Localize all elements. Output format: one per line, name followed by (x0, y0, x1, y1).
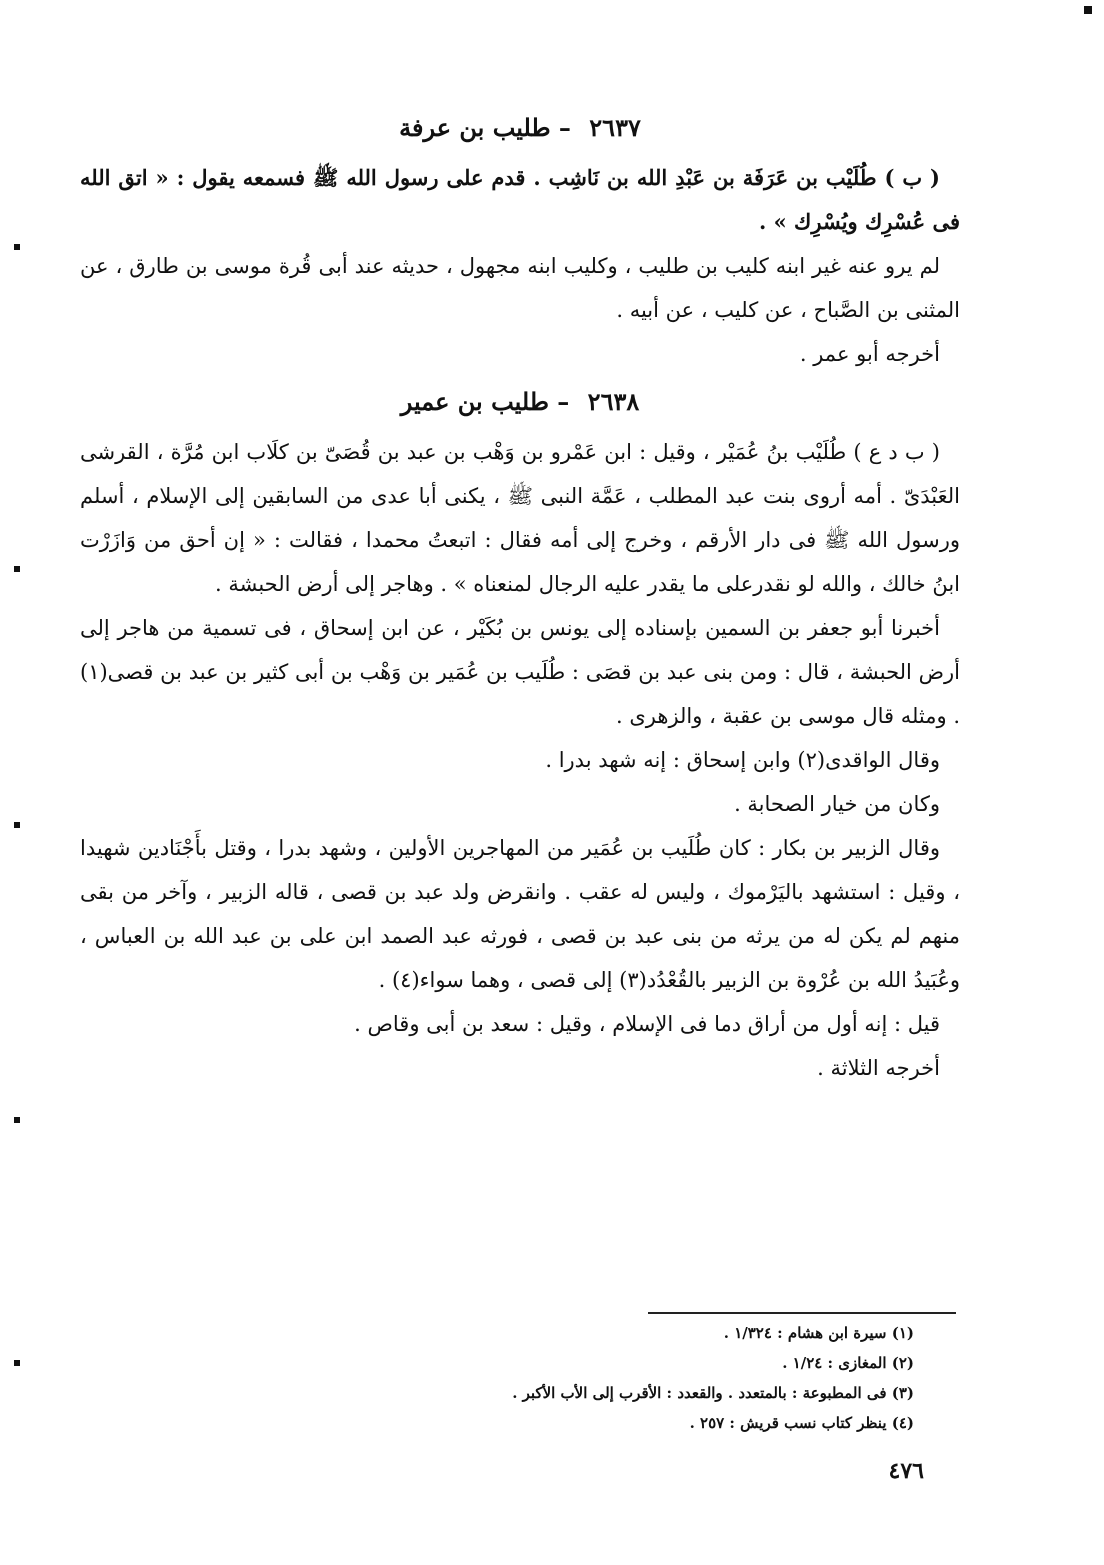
entry-paragraph: أخبرنا أبو جعفر بن السمين بإسناده إلى يونس بن بُكَيْر ، عن ابن إسحاق ، فى تسمية من هاجر إلى أرض الحبشة ، قال : ومن بنى عبد بن قصَى : طُلَيب بن عُمَير بن وَهْب بن أبى كثير بن عبد بن قصى(١) . ومثله قال موسى بن عقبة ، والزهرى . (80, 616, 960, 728)
scan-margin-mark (14, 244, 20, 250)
footnote: (٣) فى المطبوعة : بالمتعدد . والقعدد : الأقرب إلى الأب الأكبر . (512, 1384, 914, 1402)
footnote: (٢) المغازى : ١/٢٤ . (782, 1354, 914, 1372)
entry-number: ٢٦٣٨ (587, 387, 640, 416)
footnotes (314, 1318, 914, 1438)
scan-margin-mark (14, 566, 20, 572)
page-number: ٤٧٦ (888, 1458, 924, 1484)
scan-margin-mark (14, 1117, 20, 1123)
footnote: (٤) ينظر كتاب نسب قريش : ٢٥٧ . (689, 1414, 914, 1432)
entry-name: – طليب بن عرفة (399, 113, 571, 142)
entry-name: – طليب بن عمير (400, 387, 570, 416)
entry-paragraph: ( ب ) طُلَيْب بن عَرَفَة بن عَبْدِ الله بن نَاشِب . قدم على رسول الله ﷺ فسمعه يقول : « اتق الله فى عُسْرِك ويُسْرِك » . (80, 165, 960, 234)
scan-corner-mark (1084, 6, 1092, 14)
entry-paragraph: وقال الواقدى(٢) وابن إسحاق : إنه شهد بدرا . (545, 748, 940, 772)
entry-heading (80, 110, 960, 146)
entry-paragraph: ( ب د ع ) طُلَيْب بنُ عُمَيْر ، وقيل : ابن عَمْرو بن وَهْب بن عبد بن قُصَىّ بن كلَاب ابن مُرَّة ، القرشى العَبْدَىّ . أمه أروى بنت عبد المطلب ، عَمَّة النبى ﷺ ، يكنى أبا عدى من السابقين إلى الإسلام ، أسلم ورسول الله ﷺ فى دار الأرقم ، وخرج إلى أمه فقال : اتبعتُ محمدا ، فقالت : « إن أحق من وَازَرْت ابنُ خالك ، والله لو نقدرعلى ما يقدر عليه الرجال لمنعناه » . وهاجر إلى أرض الحبشة . (80, 440, 960, 596)
entry-paragraph: أخرجه الثلاثة . (817, 1056, 940, 1080)
scan-margin-mark (14, 822, 20, 828)
entry-paragraph: وكان من خيار الصحابة . (734, 792, 940, 816)
entry-paragraph: لم يرو عنه غير ابنه كليب بن طليب ، وكليب ابنه مجهول ، حديثه عند أبى قُرة موسى بن طارق ، عن المثنى بن الصَّباح ، عن كليب ، عن أبيه . (80, 254, 960, 322)
footnote: (١) سيرة ابن هشام : ١/٣٢٤ . (723, 1324, 914, 1342)
entry-paragraph: وقال الزبير بن بكار : كان طُلَيب بن عُمَير من المهاجرين الأولين ، وشهد بدرا ، وقتل بأَجْنَادين شهيدا ، وقيل : استشهد باليَرْموك ، وليس له عقب . وانقرض ولد عبد بن قصى ، قاله الزبير ، وآخر من بقى منهم لم يكن له من يرثه من بنى عبد بن قصى ، فورثه عبد الصمد ابن على بن عبد الله بن العباس ، وعُبَيدُ الله بن عُرْوة بن الزبير بالقُعْدُد(٣) إلى قصى ، وهما سواء(٤) . (80, 836, 960, 992)
scan-margin-mark (14, 1360, 20, 1366)
entry-paragraph: قيل : إنه أول من أراق دما فى الإسلام ، وقيل : سعد بن أبى وقاص . (354, 1012, 940, 1036)
entry-paragraph: أخرجه أبو عمر . (799, 342, 940, 366)
page-body (80, 110, 960, 1090)
entry-heading (80, 384, 960, 420)
entry-number: ٢٦٣٧ (589, 113, 641, 142)
footnotes-divider (648, 1312, 956, 1314)
